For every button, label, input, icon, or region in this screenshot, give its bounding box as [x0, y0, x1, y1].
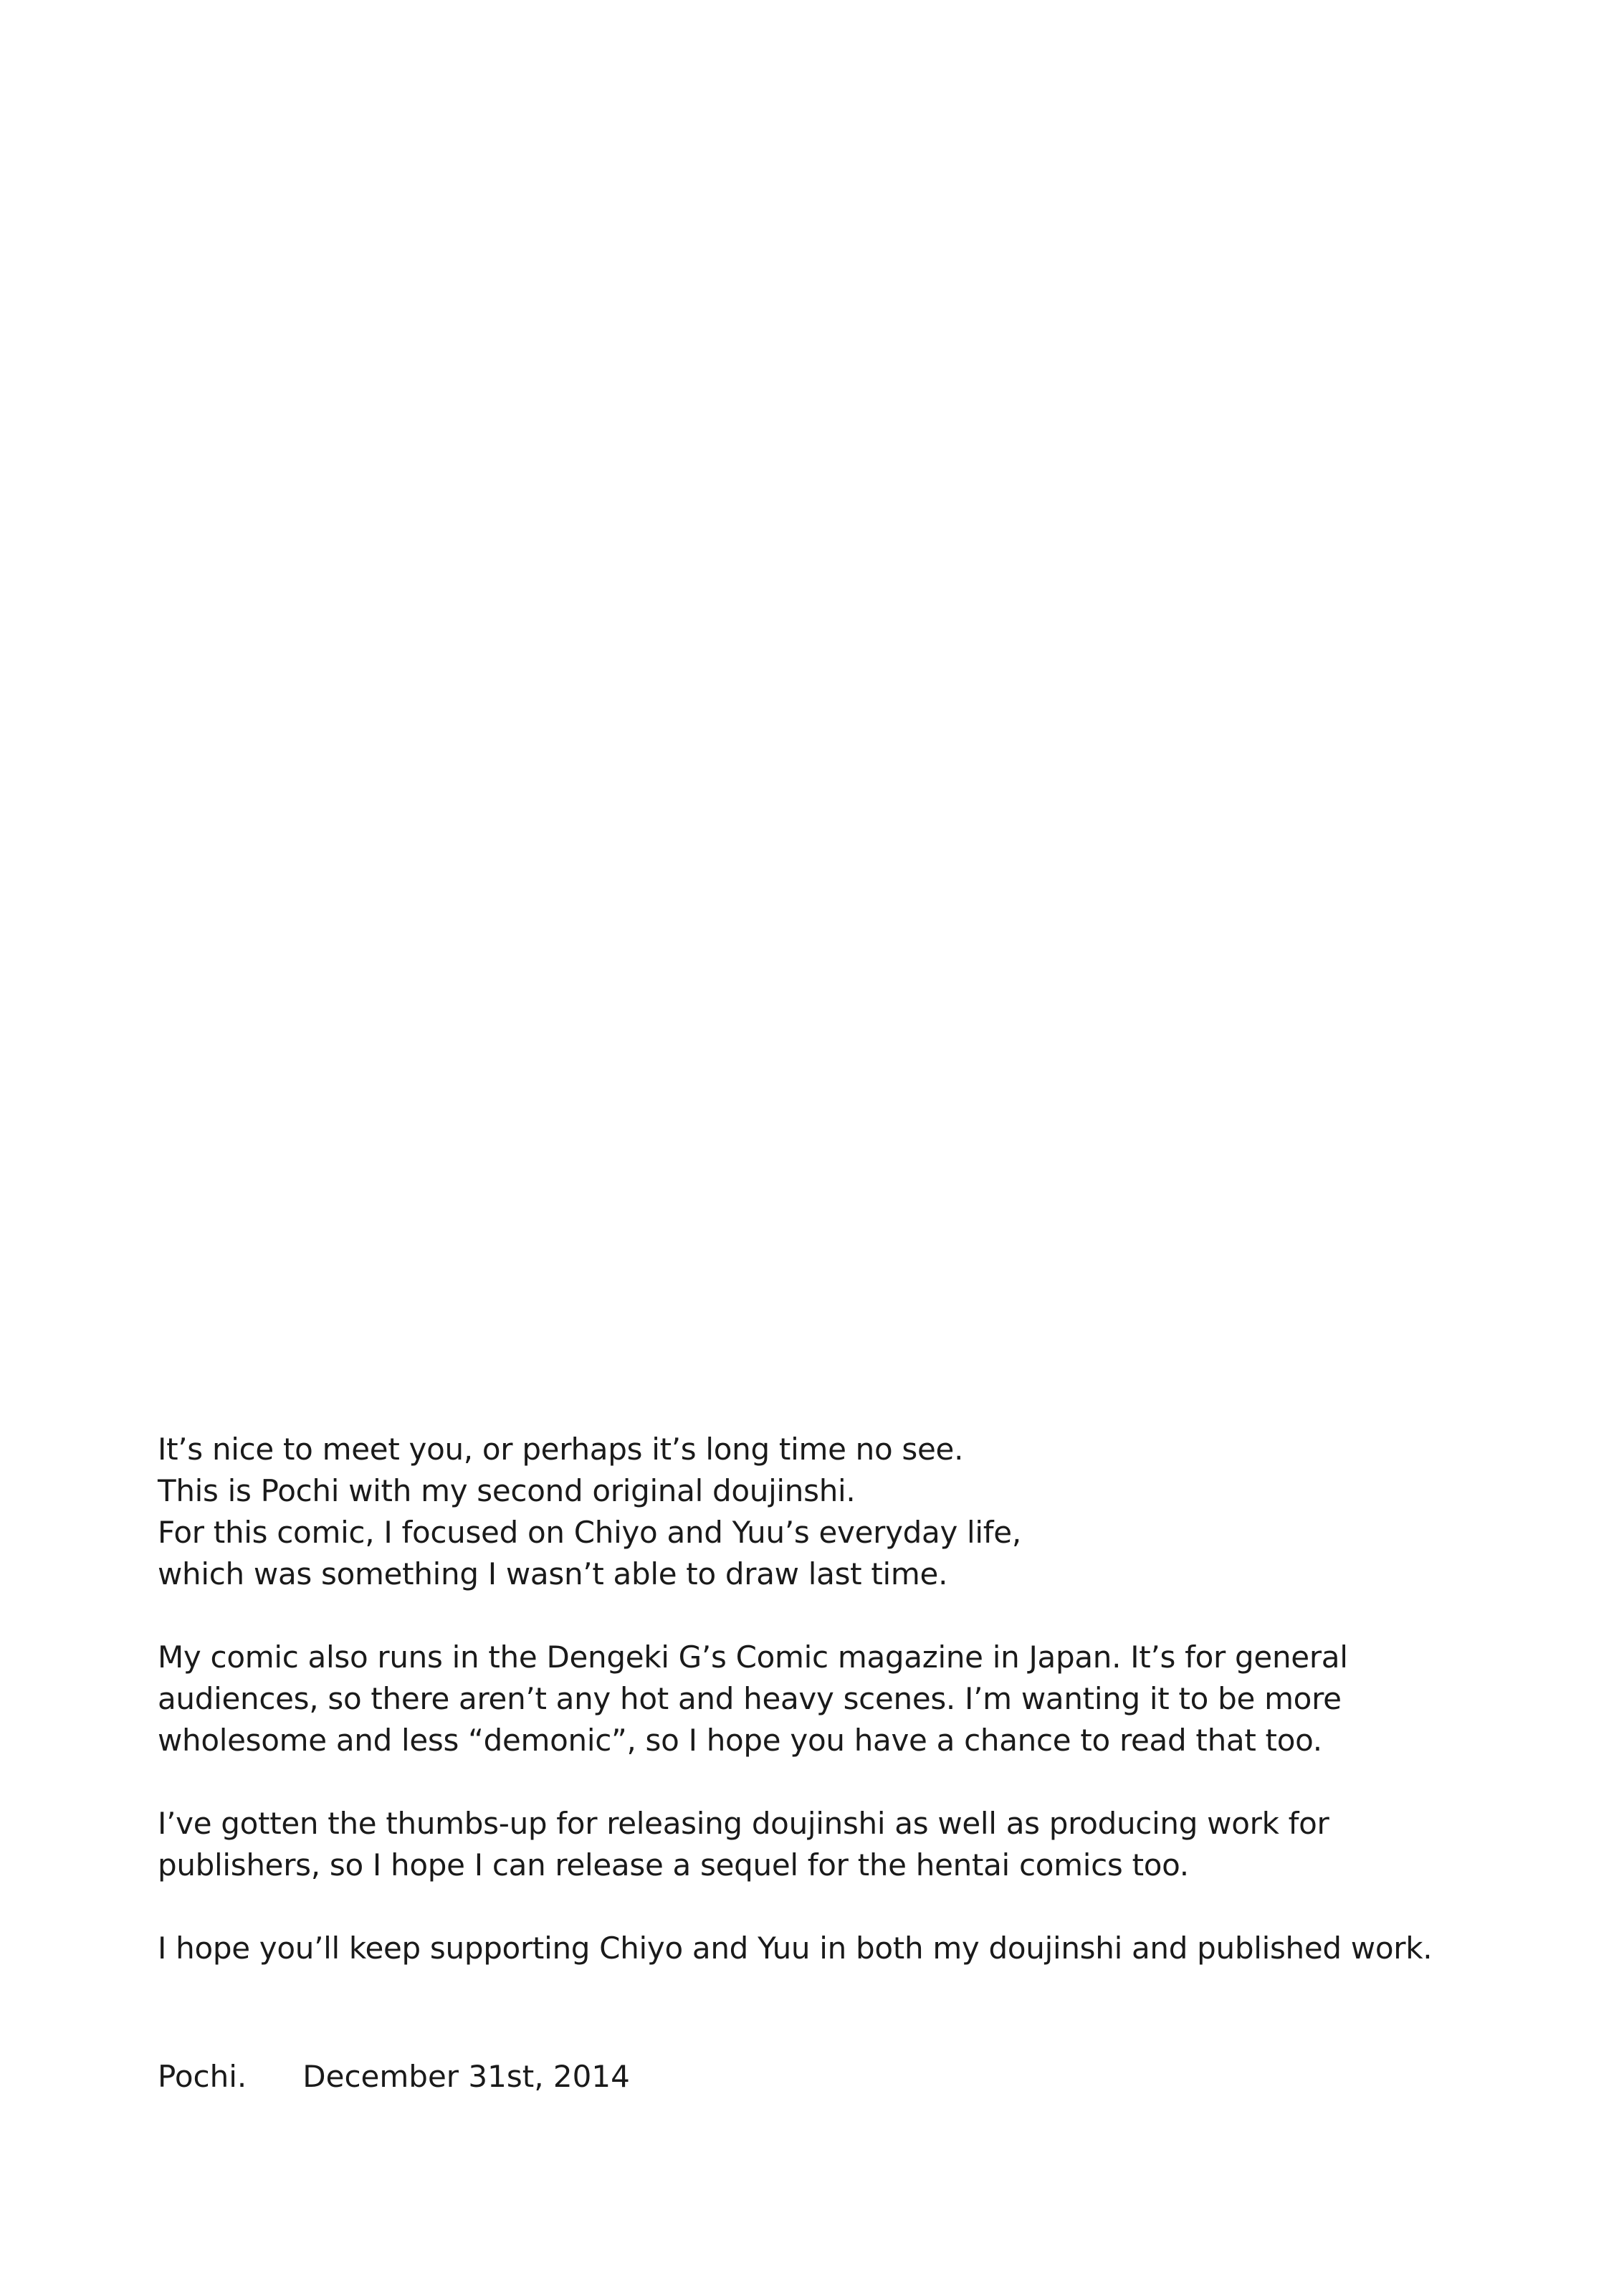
text-line: which was something I wasn’t able to draw last time.	[158, 1556, 948, 1591]
paragraph-sequel	[158, 1803, 1519, 1886]
text-line: This is Pochi with my second original doujinshi.	[158, 1473, 856, 1508]
text-line: My comic also runs in the Dengeki G’s Comic magazine in Japan. It’s for general	[158, 1639, 1348, 1675]
signature-date: December 31st, 2014	[302, 2059, 630, 2094]
paragraph-magazine	[158, 1637, 1519, 1761]
text-line: It’s nice to meet you, or perhaps it’s long time no see.	[158, 1432, 964, 1467]
text-line: wholesome and less “demonic”, so I hope you have a chance to read that too.	[158, 1723, 1322, 1758]
signature	[158, 2056, 630, 2098]
text-line: I hope you’ll keep supporting Chiyo and Yuu in both my doujinshi and published work.	[158, 1931, 1433, 1966]
text-line: I’ve gotten the thumbs-up for releasing doujinshi as well as producing work for	[158, 1806, 1329, 1841]
paragraph-closing	[158, 1928, 1519, 1969]
text-line: For this comic, I focused on Chiyo and Yuu’s everyday life,	[158, 1515, 1021, 1550]
author-name: Pochi.	[158, 2059, 247, 2094]
text-line: publishers, so I hope I can release a sequel for the hentai comics too.	[158, 1847, 1189, 1883]
paragraph-greeting	[158, 1429, 1519, 1595]
afterword-text	[158, 1429, 1519, 1969]
text-line: audiences, so there aren’t any hot and heavy scenes. I’m wanting it to be more	[158, 1681, 1342, 1716]
